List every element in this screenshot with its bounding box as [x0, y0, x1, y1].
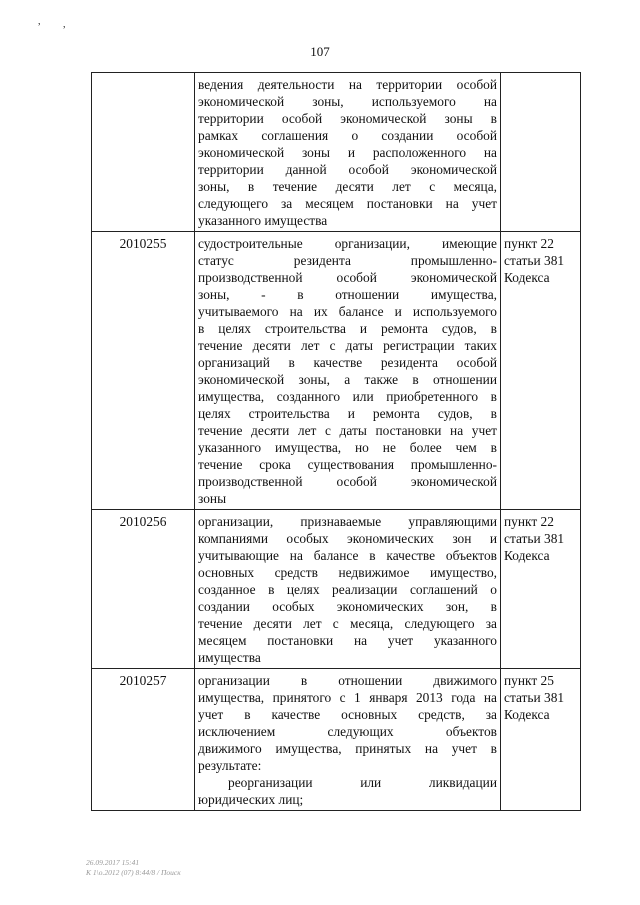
description-line: целях строительства и ремонта судов, в — [198, 406, 497, 421]
table-row — [92, 73, 581, 232]
row-description-cell — [195, 232, 501, 510]
footer-stamp-line-2: К 1\о.2012 (07) 8:44/8 / Поиск — [86, 868, 181, 877]
description-line: экономической зоны, используемого на — [198, 94, 497, 109]
table-row — [92, 232, 581, 510]
description-line: исключением следующих объектов — [198, 724, 497, 739]
description-line: судостроительные организации, имеющие — [198, 236, 497, 251]
tax-benefit-table — [91, 72, 581, 811]
description-line: организации в отношении движимого — [198, 673, 497, 688]
description-line: результате: — [198, 758, 262, 773]
corner-mark-right: , — [63, 19, 66, 30]
description-line: в целях строительства и ремонта судов, в — [198, 321, 497, 336]
description-line: производственной особой экономической — [198, 474, 497, 489]
description-line: течение срока существования промышленно- — [198, 457, 497, 472]
description-line: ведения деятельности на территории особой — [198, 77, 497, 92]
reference-line: пункт 22 — [504, 236, 554, 251]
description-line: производственной особой экономической — [198, 270, 497, 285]
reference-line: пункт 25 — [504, 673, 554, 688]
row-reference-cell — [501, 510, 581, 669]
reference-line: статьи 381 — [504, 531, 565, 546]
reference-line: статьи 381 — [504, 690, 565, 705]
description-line: следующего за месяцем постановки на учет — [198, 196, 497, 211]
row-description-cell — [195, 73, 501, 232]
row-code-cell: 2010256 — [92, 510, 195, 669]
reference-line: статьи 381 — [504, 253, 565, 268]
row-description-cell — [195, 669, 501, 811]
description-line: течение десяти лет с месяца, следующего за — [198, 616, 497, 631]
page-number: 107 — [310, 44, 330, 59]
description-line: статус резидента промышленно- — [198, 253, 497, 268]
description-line: указанного имущества, но не более чем в — [198, 440, 497, 455]
table-row — [92, 669, 581, 811]
corner-mark-left: , — [38, 16, 41, 27]
description-line: движимого имущества, принятых на учет в — [198, 741, 497, 756]
description-line: течение десяти лет с даты регистрации таких — [198, 338, 497, 353]
description-line: имущества — [198, 650, 261, 665]
reference-line: пункт 22 — [504, 514, 554, 529]
description-line: рамках соглашения о создании особой — [198, 128, 497, 143]
description-line: имущества, принятого с 1 января 2013 года на — [198, 690, 497, 705]
description-line: реорганизации или ликвидации — [228, 775, 497, 790]
description-line: указанного имущества — [198, 213, 328, 228]
row-description-cell — [195, 510, 501, 669]
description-line: компаниями особых экономических зон и — [198, 531, 497, 546]
description-line: территории особой экономической зоны в — [198, 111, 497, 126]
description-line: экономической зоны, а также в отношении — [198, 372, 497, 387]
description-line: создании особых экономических зон, в — [198, 599, 497, 614]
row-reference-cell — [501, 232, 581, 510]
row-reference-cell — [501, 669, 581, 811]
description-line: организации, признаваемые управляющими — [198, 514, 497, 529]
description-line: течение десяти лет с даты постановки на учет — [198, 423, 497, 438]
description-line: зоны, в течение десяти лет с месяца, — [198, 179, 497, 194]
description-line: юридических лиц; — [198, 792, 304, 807]
row-code-cell: 2010255 — [92, 232, 195, 510]
description-line: территории данной особой экономической — [198, 162, 497, 177]
description-line: имущества, созданного или приобретенного в — [198, 389, 497, 404]
row-reference-cell — [501, 73, 581, 232]
description-line: зоны, - в отношении имущества, — [198, 287, 497, 302]
row-code-cell: 2010257 — [92, 669, 195, 811]
description-line: зоны — [198, 491, 227, 506]
description-line: экономической зоны и расположенного на — [198, 145, 497, 160]
reference-line: Кодекса — [504, 548, 550, 563]
description-line: учитывающие на балансе в качестве объектов — [198, 548, 497, 563]
description-line: основных средств недвижимое имущество, — [198, 565, 497, 580]
description-line: созданное в целях реализации соглашений о — [198, 582, 497, 597]
reference-line: Кодекса — [504, 707, 550, 722]
description-line: учитываемого на их балансе и используемого — [198, 304, 497, 319]
description-line: организаций в качестве резидента особой — [198, 355, 497, 370]
reference-line: Кодекса — [504, 270, 550, 285]
description-line: месяцем постановки на учет указанного — [198, 633, 497, 648]
table-row — [92, 510, 581, 669]
row-code-cell — [92, 73, 195, 232]
footer-stamp-line-1: 26.09.2017 15:41 — [86, 858, 140, 867]
description-line: учет в качестве основных средств, за — [198, 707, 497, 722]
